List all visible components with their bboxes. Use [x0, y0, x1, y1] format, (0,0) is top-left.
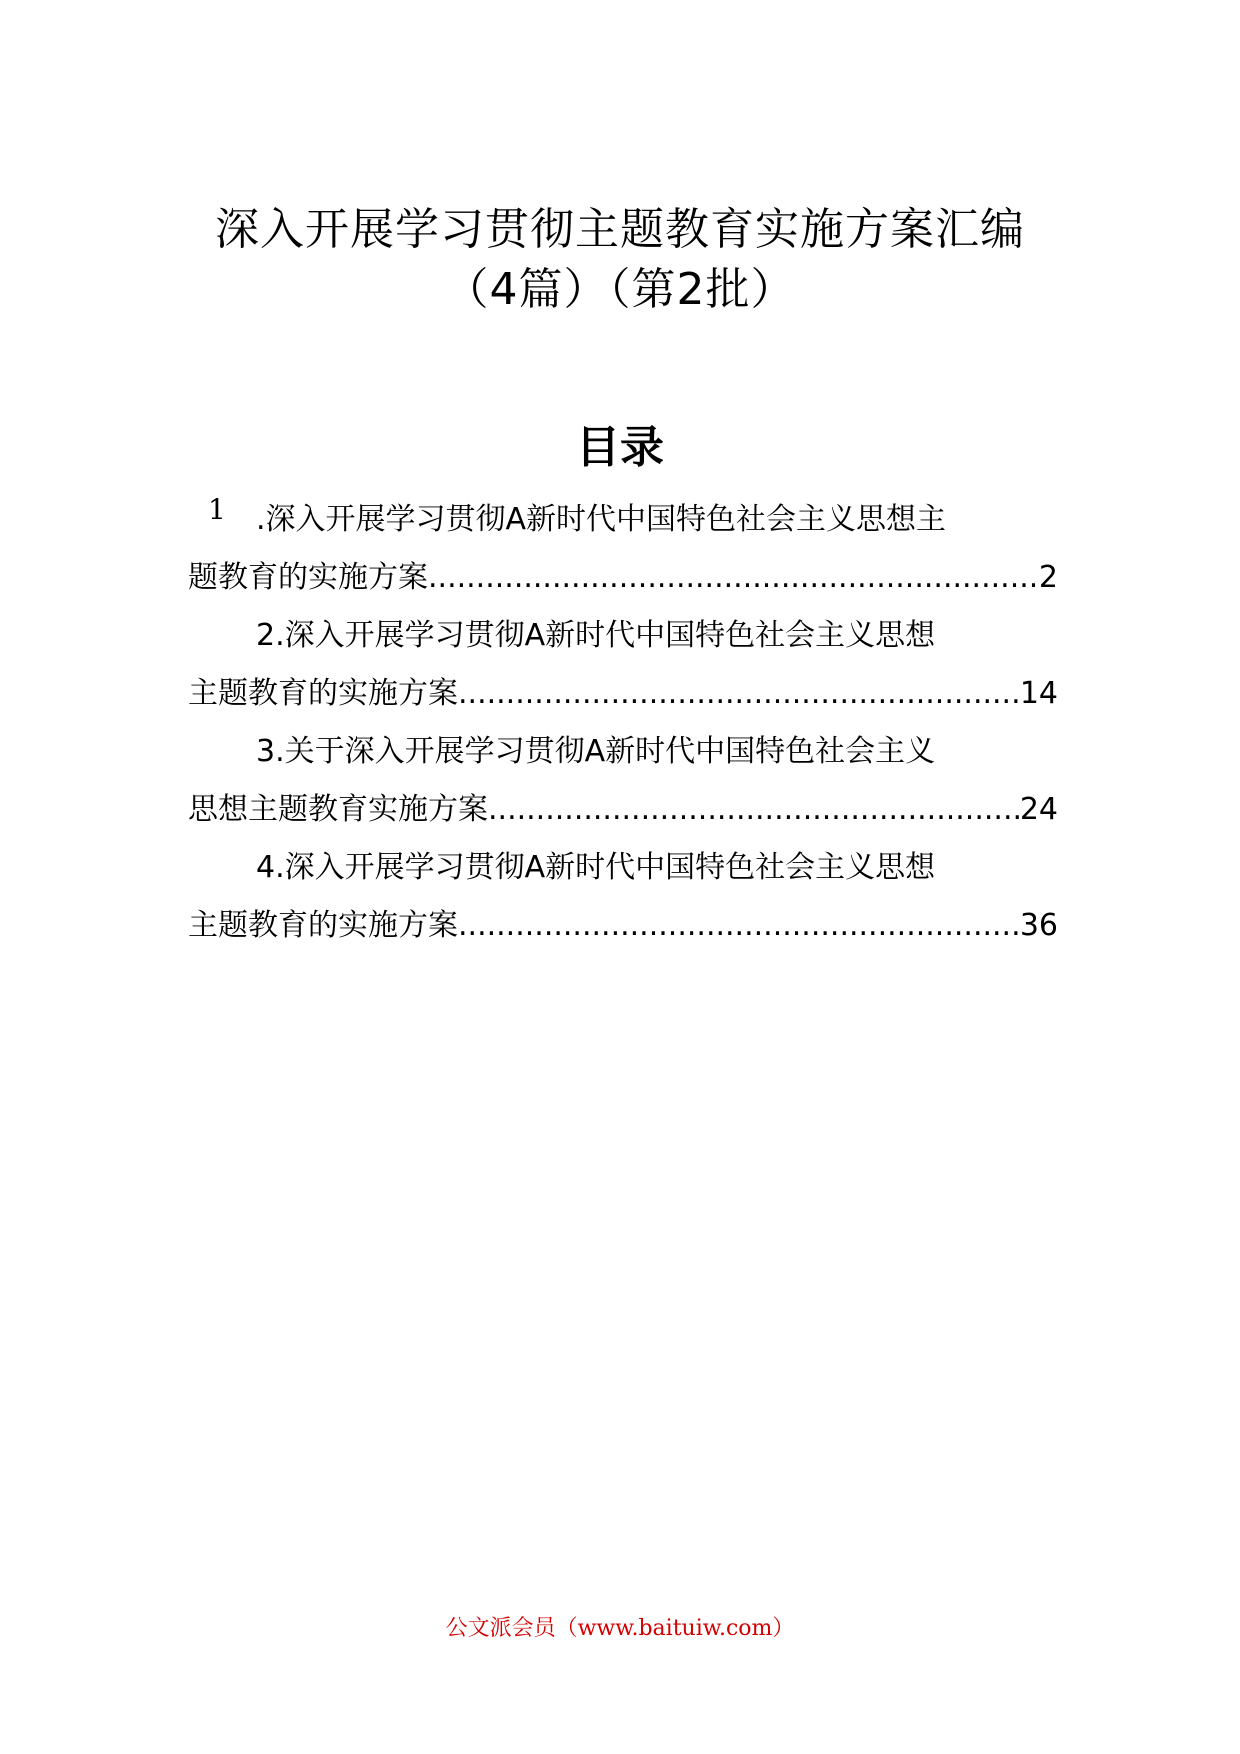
toc-entry-2-line1[interactable]: 2.深入开展学习贯彻A新时代中国特色社会主义思想: [256, 618, 936, 653]
toc-entry-4-line2[interactable]: [188, 906, 1058, 946]
toc-dot-leader: [428, 558, 1039, 598]
toc-entry-3-page: 24: [1019, 792, 1058, 827]
toc-entry-4-page: 36: [1019, 908, 1058, 943]
toc-entry-4-text: 主题教育的实施方案: [188, 908, 458, 943]
toc-entry-3-line1[interactable]: 3.关于深入开展学习贯彻A新时代中国特色社会主义: [256, 734, 936, 769]
toc-heading: 目录: [576, 422, 664, 473]
toc-entry-2-line2[interactable]: [188, 674, 1058, 714]
toc-entry-4-line1[interactable]: 4.深入开展学习贯彻A新时代中国特色社会主义思想: [256, 850, 936, 885]
toc-entry-1-text: 题教育的实施方案: [188, 560, 428, 595]
document-title-line1: 深入开展学习贯彻主题教育实施方案汇编: [215, 204, 1025, 255]
document-title-line2: （4篇）（第2批）: [444, 264, 796, 315]
toc-entry-1-line2[interactable]: [188, 558, 1058, 598]
toc-entry-1-line1[interactable]: .深入开展学习贯彻A新时代中国特色社会主义思想主: [256, 502, 947, 537]
toc-entry-2-page: 14: [1019, 676, 1058, 711]
toc-dot-leader: [458, 674, 1020, 714]
toc-entry-3-text: 思想主题教育实施方案: [188, 792, 488, 827]
toc-entry-3-line2[interactable]: [188, 790, 1058, 830]
toc-dot-leader: [488, 790, 1020, 830]
toc-entry-1-page: 2: [1038, 560, 1058, 595]
toc-dot-leader: [458, 906, 1020, 946]
footer-watermark-link[interactable]: 公文派会员（www.baituiw.com）: [445, 1616, 795, 1641]
toc-entry-2-text: 主题教育的实施方案: [188, 676, 458, 711]
stray-page-number: 1: [208, 493, 226, 526]
